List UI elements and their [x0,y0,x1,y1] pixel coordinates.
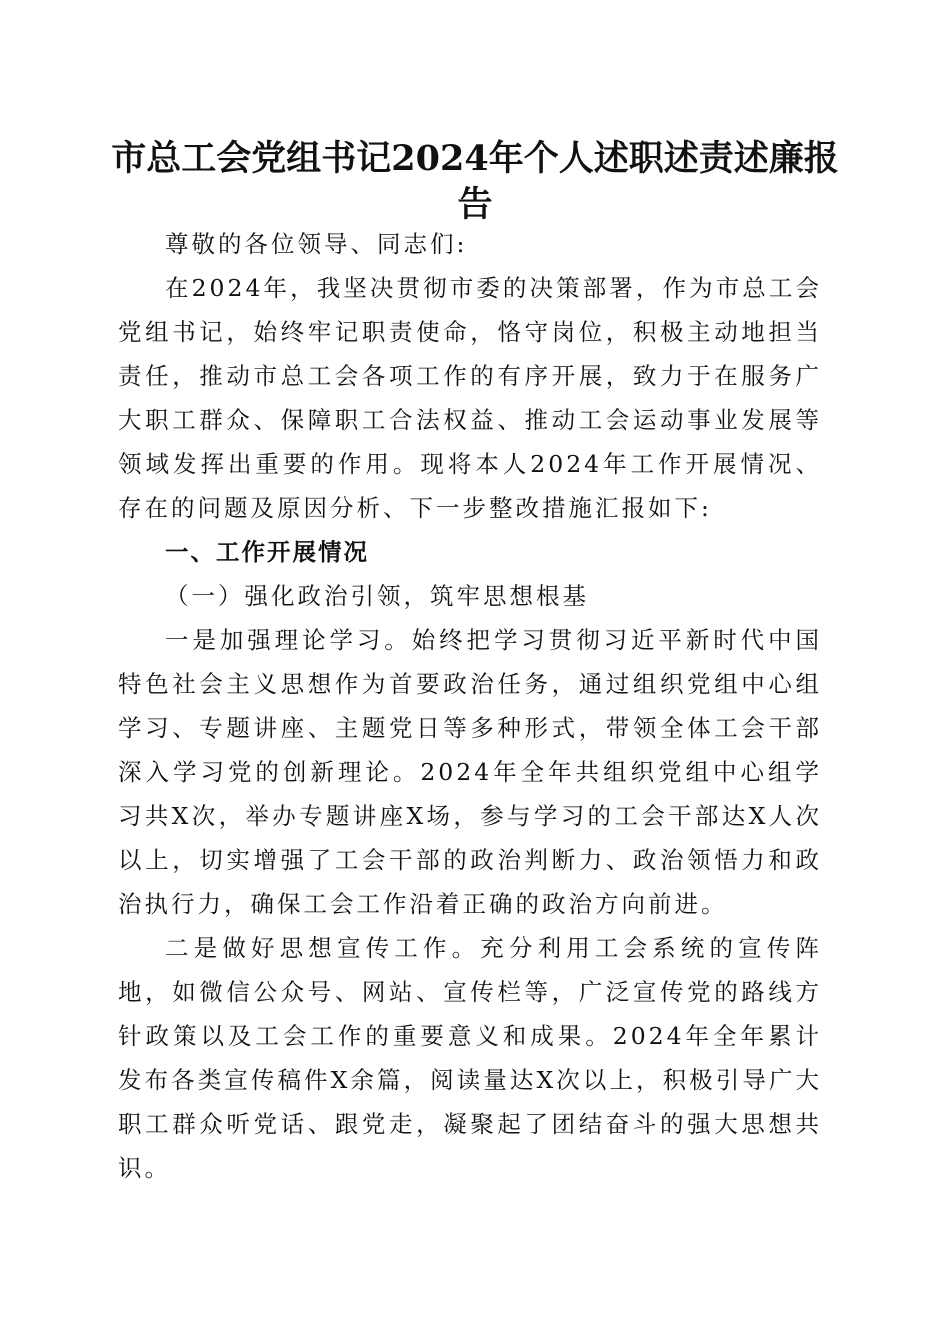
intro-paragraph: 在2024年，我坚决贯彻市委的决策部署，作为市总工会党组书记，始终牢记职责使命，恪守岗位，积极主动地担当责任，推动市总工会各项工作的有序开展，致力于在服务广大职工群众、保障职工合法权益、推动工会运动事业发展等领域发挥出重要的作用。现将本人2024年工作开展情况、存在的问题及原因分析、下一步整改措施汇报如下: [118,274,822,522]
document-title: 市总工会党组书记2024年个人述职述责述廉报告 [111,138,839,225]
propaganda-paragraph: 二是做好思想宣传工作。充分利用工会系统的宣传阵地，如微信公众号、网站、宣传栏等，广泛宣传党的路线方针政策以及工会工作的重要意义和成果。2024年全年累计发布各类宣传稿件X余篇，阅读量达X次以上，积极引导广大职工群众听党话、跟党走，凝聚起了团结奋斗的强大思想共识。 [118,934,822,1182]
subsection-heading-1: （一）强化政治引领，筑牢思想根基 [165,582,589,610]
theory-study-paragraph: 一是加强理论学习。始终把学习贯彻习近平新时代中国特色社会主义思想作为首要政治任务，通过组织党组中心组学习、专题讲座、主题党日等多种形式，带领全体工会干部深入学习党的创新理论。2024年全年共组织党组中心组学习共X次，举办专题讲座X场，参与学习的工会干部达X人次以上，切实增强了工会干部的政治判断力、政治领悟力和政治执行力，确保工会工作沿着正确的政治方向前进。 [118,626,822,918]
document-body [118,222,822,1190]
salutation: 尊敬的各位领导、同志们: [165,230,468,258]
section-heading-1: 一、工作开展情况 [165,538,369,566]
